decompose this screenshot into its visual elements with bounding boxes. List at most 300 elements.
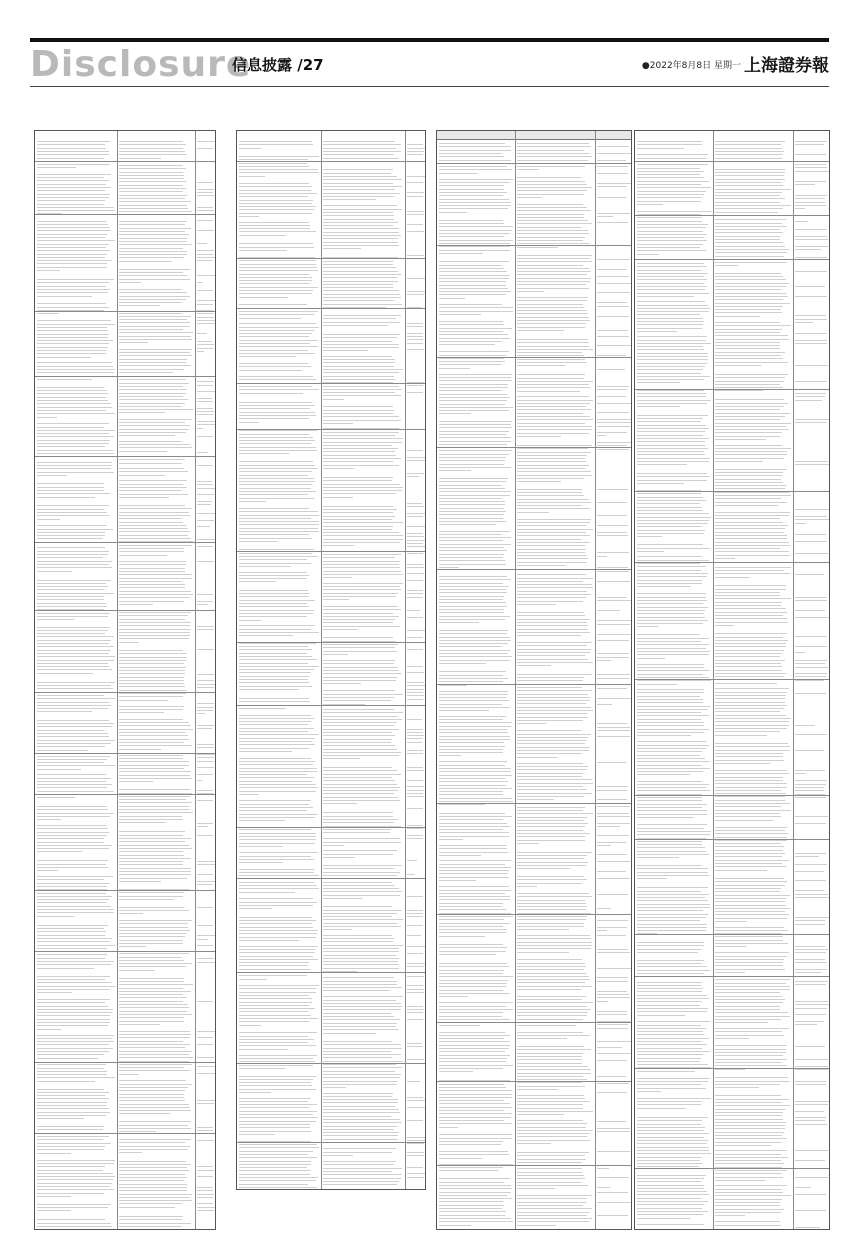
text-line: [37, 669, 112, 670]
text-line: [197, 141, 215, 142]
text-line: [637, 1120, 702, 1121]
text-line: [119, 851, 183, 852]
text-line: [637, 1005, 700, 1006]
text-line: [439, 246, 510, 247]
text-line: [37, 180, 109, 181]
table-row-divider: [35, 214, 215, 215]
text-line: [637, 184, 701, 185]
text-line: [37, 1173, 113, 1174]
text-line: [439, 250, 510, 251]
text-line: [37, 688, 113, 689]
text-line: [637, 415, 708, 416]
text-line: [715, 332, 780, 333]
text-line: [637, 982, 702, 983]
text-line: [197, 1203, 213, 1204]
text-line: [517, 1066, 588, 1067]
text-line: [119, 1054, 189, 1055]
text-line: [597, 535, 628, 536]
text-line: [37, 200, 105, 201]
text-line: [119, 574, 192, 575]
text-line: [439, 903, 503, 904]
text-line: [323, 271, 398, 272]
text-line: [597, 292, 630, 293]
text-line: [119, 775, 190, 776]
text-line: [119, 1128, 191, 1129]
text-line: [637, 227, 706, 228]
text-line: [597, 927, 627, 928]
text-line: [637, 1031, 703, 1032]
text-line: [323, 526, 393, 527]
text-line: [323, 445, 392, 446]
text-line: [715, 432, 782, 433]
text-line: [439, 243, 510, 244]
text-line: [439, 441, 511, 442]
text-line: [239, 1085, 312, 1086]
text-line: [119, 758, 183, 759]
text-line: [517, 1076, 583, 1077]
text-line: [715, 362, 788, 363]
text-line: [197, 1103, 214, 1104]
text-line: [637, 234, 707, 235]
text-line: [37, 627, 110, 628]
text-line: [597, 515, 627, 516]
text-line: [517, 747, 590, 748]
text-line: [119, 930, 190, 931]
text-line: [715, 384, 780, 385]
text-line: [239, 216, 259, 217]
text-line: [407, 573, 424, 574]
text-line: [795, 464, 829, 465]
text-line: [407, 630, 425, 631]
text-line: [715, 1112, 783, 1113]
text-line: [517, 492, 582, 493]
table-row-divider: [635, 934, 829, 935]
text-line: [119, 1057, 193, 1058]
text-line: [323, 596, 396, 597]
text-line: [715, 545, 790, 546]
text-line: [239, 443, 311, 444]
text-line: [239, 484, 312, 485]
text-line: [37, 571, 72, 572]
text-line: [37, 148, 106, 149]
text-line: [37, 899, 109, 900]
text-line: [715, 1209, 784, 1210]
text-line: [323, 1054, 401, 1055]
text-line: [637, 732, 704, 733]
text-line: [119, 545, 192, 546]
text-line: [197, 823, 213, 824]
text-line: [239, 1144, 317, 1145]
text-line: [197, 385, 213, 386]
text-line: [239, 468, 318, 469]
text-line: [119, 201, 191, 202]
text-line: [795, 969, 827, 970]
text-line: [239, 843, 315, 844]
text-line: [795, 890, 824, 891]
text-line: [715, 666, 782, 667]
text-line: [407, 182, 423, 183]
text-line: [407, 473, 424, 474]
text-line: [637, 266, 707, 267]
text-line: [323, 209, 402, 210]
text-line: [439, 877, 509, 878]
text-line: [239, 318, 301, 319]
text-line: [517, 591, 587, 592]
text-line: [597, 610, 620, 611]
text-line: [239, 311, 318, 312]
text-line: [517, 594, 591, 595]
text-line: [715, 676, 784, 677]
text-line: [597, 556, 607, 557]
text-line: [517, 1006, 587, 1007]
text-line: [239, 228, 310, 229]
text-line: [239, 518, 311, 519]
text-line: [715, 439, 766, 440]
text-line: [239, 260, 316, 261]
text-line: [517, 810, 583, 811]
text-line: [715, 750, 790, 751]
text-line: [37, 583, 106, 584]
text-line: [197, 1073, 215, 1074]
text-line: [197, 411, 214, 412]
text-line: [37, 1041, 114, 1042]
text-line: [637, 451, 704, 452]
text-line: [119, 272, 183, 273]
text-line: [119, 471, 188, 472]
text-line: [439, 504, 505, 505]
text-line: [517, 779, 592, 780]
text-line: [439, 1051, 505, 1052]
text-line: [407, 503, 422, 504]
text-line: [439, 534, 502, 535]
text-line: [517, 346, 589, 347]
text-line: [795, 461, 828, 462]
table-row-divider: [437, 163, 631, 164]
text-line: [637, 1218, 690, 1219]
text-line: [715, 345, 780, 346]
text-line: [323, 144, 401, 145]
text-line: [37, 227, 110, 228]
text-line: [239, 280, 312, 281]
text-line: [795, 422, 826, 423]
text-line: [517, 210, 591, 211]
text-line: [517, 320, 590, 321]
text-line: [597, 1011, 627, 1012]
text-line: [439, 633, 507, 634]
text-line: [119, 409, 193, 410]
text-line: [597, 283, 631, 284]
text-line: [239, 771, 317, 772]
text-line: [323, 267, 396, 268]
text-line: [517, 562, 587, 563]
text-line: [239, 333, 312, 334]
table-row-divider: [35, 1062, 215, 1063]
text-line: [637, 914, 708, 915]
text-line: [37, 353, 106, 354]
text-line: [197, 601, 213, 602]
text-line: [323, 609, 401, 610]
text-line: [795, 864, 827, 865]
text-line: [439, 700, 509, 701]
text-line: [517, 769, 587, 770]
text-line: [239, 283, 310, 284]
text-line: [795, 780, 827, 781]
text-line: [37, 397, 106, 398]
text-line: [795, 1227, 820, 1228]
text-line: [715, 558, 735, 559]
text-line: [407, 1100, 425, 1101]
text-line: [119, 412, 165, 413]
text-line: [439, 1158, 482, 1159]
text-line: [439, 694, 508, 695]
text-line: [597, 657, 629, 658]
text-line: [323, 242, 398, 243]
text-line: [407, 738, 423, 739]
comparison-table-4: [634, 130, 830, 1230]
text-line: [239, 946, 318, 947]
text-line: [323, 854, 393, 855]
text-line: [517, 1086, 585, 1087]
text-line: [637, 927, 707, 928]
text-line: [795, 184, 815, 185]
text-line: [37, 538, 103, 539]
text-line: [119, 463, 182, 464]
text-line: [407, 770, 424, 771]
text-line: [239, 701, 310, 702]
text-line: [597, 977, 628, 978]
text-line: [239, 751, 292, 752]
text-line: [119, 946, 146, 947]
text-line: [439, 531, 510, 532]
text-line: [37, 828, 108, 829]
text-line: [517, 1188, 555, 1189]
text-line: [239, 995, 309, 996]
text-line: [439, 1134, 512, 1135]
text-line: [119, 933, 186, 934]
text-line: [407, 780, 423, 781]
text-line: [323, 395, 401, 396]
text-line: [119, 231, 185, 232]
text-line: [637, 1028, 706, 1029]
text-line: [715, 495, 791, 496]
text-line: [637, 706, 710, 707]
text-line: [119, 494, 188, 495]
text-line: [119, 970, 155, 971]
text-line: [323, 955, 396, 956]
text-line: [637, 768, 710, 769]
text-line: [715, 702, 785, 703]
text-line: [517, 986, 592, 987]
text-line: [517, 1178, 585, 1179]
text-line: [715, 908, 790, 909]
text-line: [795, 856, 819, 857]
text-line: [517, 166, 585, 167]
text-line: [597, 723, 627, 724]
text-line: [323, 341, 392, 342]
text-line: [517, 214, 584, 215]
text-line: [119, 386, 183, 387]
text-line: [119, 181, 186, 182]
text-line: [323, 448, 398, 449]
text-line: [119, 638, 189, 639]
text-line: [37, 1029, 61, 1030]
text-line: [517, 1198, 587, 1199]
text-line: [439, 143, 505, 144]
text-line: [517, 763, 583, 764]
text-line: [197, 275, 215, 276]
text-line: [715, 999, 785, 1000]
text-line: [637, 493, 701, 494]
text-line: [407, 506, 424, 507]
text-line: [715, 256, 784, 257]
text-line: [407, 793, 423, 794]
text-line: [407, 796, 424, 797]
text-line: [37, 493, 110, 494]
text-line: [197, 1190, 213, 1191]
text-line: [197, 1194, 214, 1195]
text-line: [439, 361, 505, 362]
text-line: [323, 344, 399, 345]
text-line: [715, 650, 784, 651]
text-line: [597, 634, 631, 635]
text-line: [439, 761, 507, 762]
text-line: [239, 1187, 317, 1188]
text-line: [637, 201, 701, 202]
text-line: [239, 979, 267, 980]
text-line: [715, 793, 786, 794]
text-line: [239, 616, 307, 617]
text-line: [323, 800, 400, 801]
text-line: [239, 327, 319, 328]
text-line: [239, 148, 261, 149]
text-line: [323, 487, 403, 488]
text-line: [323, 477, 393, 478]
text-line: [197, 317, 214, 318]
text-line: [119, 480, 187, 481]
text-line: [715, 1022, 768, 1023]
text-line: [517, 713, 587, 714]
text-line: [517, 906, 587, 907]
text-line: [637, 240, 707, 241]
text-line: [715, 325, 791, 326]
text-line: [239, 686, 312, 687]
text-line: [197, 767, 214, 768]
text-line: [715, 1002, 783, 1003]
text-line: [239, 166, 309, 167]
text-line: [323, 1016, 394, 1017]
text-line: [439, 150, 511, 151]
text-line: [37, 916, 74, 917]
text-line: [197, 243, 207, 244]
text-line: [715, 205, 791, 206]
text-line: [119, 604, 153, 605]
text-line: [517, 288, 589, 289]
text-line: [439, 431, 509, 432]
text-line: [119, 1142, 185, 1143]
text-line: [323, 376, 394, 377]
text-line: [119, 957, 182, 958]
text-line: [439, 599, 503, 600]
text-line: [323, 532, 399, 533]
text-line: [637, 141, 702, 142]
text-line: [323, 1093, 393, 1094]
text-line: [637, 254, 659, 255]
text-line: [119, 188, 186, 189]
text-line: [119, 978, 184, 979]
text-line: [197, 861, 215, 862]
text-line: [119, 178, 184, 179]
text-line: [637, 356, 708, 357]
text-line: [637, 533, 704, 534]
text-line: [637, 1198, 702, 1199]
text-line: [517, 1152, 589, 1153]
text-line: [37, 1136, 109, 1137]
text-line: [517, 622, 587, 623]
text-line: [239, 440, 315, 441]
text-line: [37, 535, 105, 536]
text-line: [439, 1038, 504, 1039]
text-line: [637, 751, 702, 752]
text-line: [715, 777, 783, 778]
text-line: [715, 286, 786, 287]
text-line: [439, 1084, 504, 1085]
text-line: [715, 927, 784, 928]
text-line: [517, 471, 591, 472]
text-line: [439, 434, 506, 435]
text-line: [239, 784, 316, 785]
text-line: [323, 1084, 397, 1085]
text-line: [37, 567, 112, 568]
text-line: [407, 339, 423, 340]
text-line: [439, 1127, 458, 1128]
text-line: [37, 606, 107, 607]
text-line: [637, 1098, 711, 1099]
text-line: [239, 405, 315, 406]
text-line: [239, 718, 314, 719]
text-line: [323, 189, 395, 190]
text-line: [119, 650, 183, 651]
text-line: [37, 784, 112, 785]
text-line: [517, 522, 590, 523]
text-line: [715, 816, 781, 817]
text-line: [323, 1116, 391, 1117]
text-line: [323, 938, 394, 939]
text-line: [323, 1067, 402, 1068]
text-line: [637, 331, 677, 332]
text-line: [119, 591, 191, 592]
text-line: [715, 454, 787, 455]
text-line: [715, 731, 780, 732]
text-line: [517, 862, 588, 863]
text-line: [597, 842, 626, 843]
text-line: [37, 838, 104, 839]
text-line: [637, 497, 703, 498]
text-line: [197, 780, 202, 781]
text-line: [407, 546, 425, 547]
text-line: [517, 903, 586, 904]
text-line: [715, 502, 787, 503]
text-line: [239, 804, 309, 805]
text-line: [715, 663, 781, 664]
text-line: [637, 247, 700, 248]
text-line: [37, 483, 104, 484]
text-line: [197, 484, 213, 485]
text-line: [439, 212, 467, 213]
text-line: [637, 735, 691, 736]
text-line: [323, 281, 398, 282]
text-line: [439, 710, 489, 711]
text-line: [439, 986, 506, 987]
